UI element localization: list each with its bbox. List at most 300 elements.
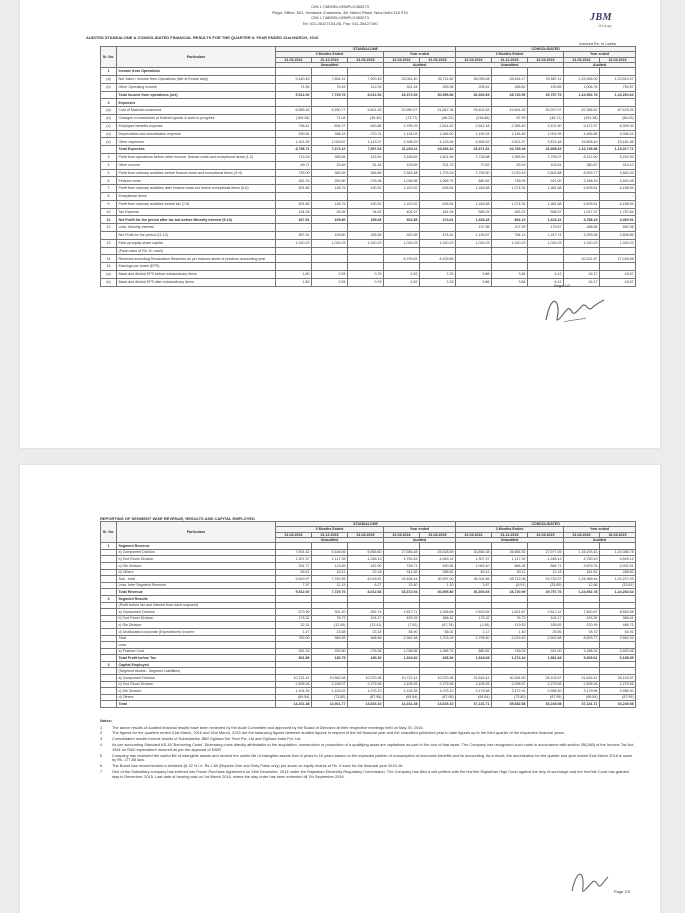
row-value [420,595,456,602]
row-value: 8,012.54 [348,589,384,596]
row-value [456,602,492,609]
row-value: 486.73 [600,622,636,629]
date-header: 31.03.2016 [564,532,600,537]
row-value [456,247,492,255]
row-value: - [348,224,384,232]
row-particulars: Sub - total [117,576,276,583]
row-particulars: (Face value of Rs. 5/- each) [117,247,276,255]
row-value: 3,179.58 [564,688,600,695]
row-value: 4,605.52 [456,138,492,146]
date-header: 31.12.2015 [312,57,348,62]
row-value: 2.33 [420,278,456,286]
row-value [312,668,348,675]
row-value: 69.41 [276,569,312,576]
row-particulars: Capital Employed [117,661,276,668]
row-particulars: Basic and diluted EPS before extraordinary items [117,270,276,278]
row-value: 5,405.61 [564,655,600,662]
row-value: 1,063.40 [456,562,492,569]
row-serial [101,635,117,642]
row-value: 1,24,260.64 [600,589,636,596]
row-value: 1,020.23 [564,239,600,247]
row-value: 1,038.56 [384,648,420,655]
note-item [100,743,635,752]
row-value: 7.97 [276,582,312,589]
row-value [276,68,312,76]
row-value [600,68,636,76]
row-value: 119.53 [492,622,528,629]
row-value: (67.78) [420,622,456,629]
date-header: 31.03.2015 [420,57,456,62]
row-value: 880.82 [456,648,492,655]
row-value: 921.00 [528,177,564,185]
row-value: 6,158.55 [600,200,636,208]
row-particulars: Total Expenses [117,146,276,154]
row-value [312,68,348,76]
row-serial: (a) [101,270,117,278]
row-value: 636.54 [420,185,456,193]
row-value [348,661,384,668]
row-value: 2,019.43 [492,169,528,177]
row-value [384,99,420,107]
row-value: 341.82 [564,569,600,576]
row-value: 921.00 [528,648,564,655]
row-value: 28,720.99 [492,91,528,99]
row-value: 3.84 [492,278,528,286]
row-value [384,602,420,609]
row-value: 319.10 [600,161,636,169]
row-value: 0.76 [348,270,384,278]
row-value [312,543,348,550]
row-value: 193.65 [384,161,420,169]
row-value: 69.71 [276,161,312,169]
row-serial [101,622,117,629]
row-particulars: a) Component Division [117,549,276,556]
row-value: 10,721.41 [384,675,420,682]
row-particulars: c) Die Division [117,688,276,695]
table-row [101,208,636,216]
row-value [564,247,600,255]
table-row [101,582,636,589]
row-value [276,99,312,107]
row-value [276,543,312,550]
audit-status-header: Audited [564,62,636,67]
row-value: 783.00 [276,635,312,642]
row-serial [101,146,117,154]
row-serial: (a) [101,75,117,83]
row-value: 466.68 [348,635,384,642]
row-value: 58.90 [384,628,420,635]
note-number: 5 [100,752,103,758]
row-value: 1,190.34 [456,130,492,138]
row-value: 252.80 [312,177,348,185]
date-header: 31.03.2016 [384,532,420,537]
row-value: 76.73 [492,615,528,622]
row-value: 1,020.23 [312,239,348,247]
date-header: 31.12.2015 [492,57,528,62]
row-value [312,263,348,271]
row-particulars: b) Tool Room Division [117,681,276,688]
row-value: 1,307.37 [456,556,492,563]
row-value: (106.45) [276,114,312,122]
row-serial [101,668,117,675]
row-value: 10,721.41 [276,675,312,682]
row-particulars: Profit from ordinary activities before tax (7-8) [117,200,276,208]
row-value: 2,728.88 [456,153,492,161]
row-value [420,263,456,271]
row-particulars: a) Component Division [117,609,276,616]
row-value [492,255,528,263]
note-text: One of the Subsidiary company has entered into Power Purchase Agreement on 16th December, 2014 under the Rajasthan Electricity Regulatory Commission. The Company has filed a writ petition with the Hon'ble Rajasthan High Court against the levy of surcharge and the Hon'ble Court has granted stay in December, 2015. Last date of hearing was on 1st March 2016, where the stay order has been extended till 7th September 2016. [112,769,629,779]
row-value: 71.55 [276,83,312,91]
date-header: 31.03.2015 [600,57,636,62]
row-particulars: Net Profit for the period after tax but before Minority Interest (9-10) [117,216,276,224]
row-value: (69.54) [456,694,492,701]
header-line: Regd. Office: 601, Hemkunt Chambers, 89, Nehru Place, New Delhi 110 019 [272,9,408,15]
date-header: 31.03.2015 [600,532,636,537]
row-value [528,99,564,107]
row-value: - [276,192,312,200]
row-value: 56.01 [420,628,456,635]
row-value: 1,821.87 [492,609,528,616]
row-serial [101,569,117,576]
date-header: 31.03.2016 [456,57,492,62]
row-value: 21,847.08 [420,107,456,115]
three-months-header: 3 Months Ended [276,527,384,532]
row-value: 109.80 [312,216,348,224]
row-value: 1,075.13 [348,688,384,695]
row-particulars: Less: [117,642,276,649]
row-particulars: d) Others [117,694,276,701]
row-value: 636.54 [420,200,456,208]
row-value: 15,181.86 [600,138,636,146]
row-value [312,247,348,255]
row-value: (58.03) [600,114,636,122]
row-value: 9,519.97 [276,576,312,583]
row-serial: 3 [101,153,117,161]
row-value: (7.52) [384,622,420,629]
table-row [101,701,636,708]
row-value: 415.50 [348,153,384,161]
row-value: 4,549.14 [420,556,456,563]
table-row [101,543,636,550]
row-value: 9,440.45 [276,75,312,83]
row-value: 78.72 [564,628,600,635]
row-value [420,68,456,76]
row-value: 643.88 [348,122,384,130]
row-value [528,247,564,255]
year-ended-header: Year ended [384,52,456,57]
row-value [528,668,564,675]
row-value: 33,249.58 [600,701,636,708]
row-value: 1,797.64 [600,208,636,216]
row-value [312,595,348,602]
row-value: (25.69) [528,582,564,589]
row-value [564,263,600,271]
row-value [420,543,456,550]
row-value [492,99,528,107]
row-value: 36,304.56 [456,576,492,583]
table-row [101,192,636,200]
row-value: 321.54 [384,83,420,91]
row-value [456,543,492,550]
row-particulars: Segment Revenue [117,543,276,550]
table-row [101,661,636,668]
row-value: 7,729.76 [312,589,348,596]
row-value: 474.61 [420,231,456,239]
note-text: Consolidated results include results of Subsidiaries JBM Ogihara Die Tech Pvt. Ltd and Ogihara India Pvt. Ltd. [112,736,302,742]
row-value: 1,981.68 [528,185,564,193]
row-value: 1,333.43 [456,216,492,224]
row-value: 2,799.07 [528,153,564,161]
row-value [528,68,564,76]
row-value: (87.95) [528,694,564,701]
row-value: 366.41 [600,615,636,622]
row-particulars: Changes in inventories of finished goods & work-in-progress [117,114,276,122]
row-value: 8,012.54 [348,91,384,99]
row-particulars: Profit from ordinary activities before finance costs and exceptional items (3+4) [117,169,276,177]
row-value: 474.61 [420,216,456,224]
row-value: 3,521.37 [492,138,528,146]
row-value [564,642,600,649]
row-value [384,661,420,668]
row-value: 8,018.81 [348,576,384,583]
row-value: 1,001.95 [528,130,564,138]
row-value: 54.91 [600,628,636,635]
row-value: 355.66 [312,153,348,161]
row-particulars: Total Revenue [117,589,276,596]
audit-status-header: Audited [384,62,456,67]
table-row [101,615,636,622]
row-value: 1,119.37 [348,138,384,146]
row-serial [101,642,117,649]
row-value: 31,616.41 [456,675,492,682]
row-value [456,68,492,76]
row-particulars: a) Component Division [117,675,276,682]
row-value [564,668,600,675]
row-value: 26,958.69 [528,146,564,154]
row-value: 112.09 [348,83,384,91]
company-header [20,4,660,26]
row-serial: 3 [101,661,117,668]
row-value: - [384,192,420,200]
row-value: 7,597.04 [348,146,384,154]
row-value: 1.47 [276,628,312,635]
row-value: (69.54) [564,694,600,701]
row-value: 1,066.75 [420,648,456,655]
row-value: 1,23,946.00 [564,75,600,83]
segment-title: REPORTING OF SEGMENT WISE REVENUE, RESULTS AND CAPITAL EMPLOYED [100,516,255,521]
row-value: 1,918.68 [456,200,492,208]
row-value: 113.89 [312,562,348,569]
row-value: 30,711.82 [420,75,456,83]
row-value: 104.17 [348,615,384,622]
row-value: 3.84 [492,270,528,278]
row-value: 87.99 [492,114,528,122]
row-value: 15,806.49 [564,138,600,146]
signature-mark [568,865,612,899]
row-serial [101,628,117,635]
note-text: As per accounting Standard AS-16 'Borrowing Costs', Borrowing costs directly attributable to the acquisition, construction or production of a qualifying asset are capitalised as part of the cost of that asset. The Company has recognised such costs in accordance with section 35(2AB) of the Income Tax Act, 1961 on R&D expenditure incurred as per the approval of DSIR. [112,742,635,752]
row-value [492,642,528,649]
row-serial: 10 [101,208,117,216]
row-particulars: Paid up equity share capital [117,239,276,247]
row-particulars: Exceptional items [117,192,276,200]
row-value: 8,593.77 [564,635,600,642]
table-row [101,231,636,239]
row-serial [101,675,117,682]
table-row [101,642,636,649]
row-serial [101,655,117,662]
consolidated-header: CONSOLIDATED [456,522,636,527]
row-value: 488.66 [564,224,600,232]
row-value: 104.17 [528,615,564,622]
row-value [312,642,348,649]
row-value [600,602,636,609]
row-value: 738.41 [276,122,312,130]
row-value: 4,398.29 [384,138,420,146]
row-value: 1,248.13 [528,556,564,563]
row-serial: (b) [101,83,117,91]
note-item [100,754,635,763]
row-particulars: Other expenses [117,138,276,146]
note-number: 7 [100,769,103,775]
row-value: 63.93 [492,161,528,169]
row-particulars: d) Unallocated corporate (Expenditure)/ Income [117,628,276,635]
row-value: 9,562.03 [600,169,636,177]
row-value: 33,372.94 [384,589,420,596]
row-value: 367.51 [276,216,312,224]
row-value: 29,732.07 [528,576,564,583]
row-value: 23.18 [348,628,384,635]
row-value: 1,24,227.03 [600,576,636,583]
row-value: 288.15 [312,130,348,138]
row-value: 2,362.48 [384,169,420,177]
row-value: 3,403.48 [600,648,636,655]
row-value: 573.90 [276,609,312,616]
row-value: 4,485.68 [564,130,600,138]
row-value: 2,514.42 [420,122,456,130]
row-value: 31,616.41 [564,675,600,682]
row-value [456,263,492,271]
row-value: 1,117.39 [312,556,348,563]
row-value [384,668,420,675]
row-serial [101,556,117,563]
row-value: 6,446.56 [312,549,348,556]
row-value: 466.68 [348,169,384,177]
row-value: 3,788.24 [564,216,600,224]
row-value: 1,323.92 [384,185,420,193]
row-value: 7,374.10 [312,146,348,154]
row-value: 3,679.76 [564,562,600,569]
row-value: (12.06) [312,622,348,629]
row-value: 5,601.45 [348,107,384,115]
row-value: (8.91) [492,582,528,589]
row-value [276,668,312,675]
row-value: 389.55 [312,635,348,642]
row-value [384,543,420,550]
row-value [384,68,420,76]
row-value: 1,23,510.07 [600,75,636,83]
particulars-header: Particulars [117,47,276,68]
row-value: 1,134.03 [384,130,420,138]
row-value [600,247,636,255]
row-value: 745.09 [492,177,528,185]
date-header: 31.12.2015 [492,532,528,537]
row-value [528,642,564,649]
row-value: 1,24,260.64 [600,91,636,99]
row-value: 880.82 [456,177,492,185]
row-value [312,661,348,668]
row-value: 2,275.56 [348,681,384,688]
row-value: 288.60 [420,569,456,576]
row-serial: 6 [101,177,117,185]
row-value: 2,541.18 [456,122,492,130]
row-value: 1,817.71 [384,609,420,616]
row-value: 20,021.67 [564,255,600,263]
row-value: 352.74 [348,609,384,616]
row-value: 283.98 [420,83,456,91]
row-value: 1.20 [420,582,456,589]
row-value: 7,654.31 [312,75,348,83]
row-value: 630.55 [420,562,456,569]
row-value: 4,750.43 [384,556,420,563]
row-value: - [600,192,636,200]
row-serial: (b) [101,278,117,286]
row-value [528,661,564,668]
row-value: 281.15 [276,648,312,655]
row-value: 1,117.39 [492,556,528,563]
note-number: 2 [100,730,103,736]
row-value: 22.18 [348,569,384,576]
table-row [101,138,636,146]
row-value: 33.89 [312,161,348,169]
row-value [600,595,636,602]
row-value: 1,020.23 [276,239,312,247]
row-value: 7,740.95 [312,576,348,583]
row-value: 1,24,952.78 [564,589,600,596]
row-value: 134.34 [276,208,312,216]
row-particulars: d) Others [117,569,276,576]
date-header: 31.03.2015 [348,57,384,62]
row-value: 5,290.77 [312,107,348,115]
row-serial [101,615,117,622]
row-value: 28,712.08 [492,576,528,583]
row-value: - [420,192,456,200]
table-row [101,224,636,232]
row-value: 28,720.99 [492,589,528,596]
row-value [492,602,528,609]
row-value: 155.83 [528,622,564,629]
row-value: 4,750.43 [564,556,600,563]
row-value: (87.95) [600,694,636,701]
row-value: (291.38) [564,114,600,122]
row-particulars: Basic and diluted EPS after extraordinary items [117,278,276,286]
row-value: 4,549.14 [600,556,636,563]
row-value: 27,585.48 [384,549,420,556]
row-value: 76.73 [312,615,348,622]
row-serial: 15 [101,263,117,271]
row-value: 36,095.08 [456,75,492,83]
row-value [564,595,600,602]
table-row [101,681,636,688]
row-value: 9,472.57 [564,122,600,130]
row-value: (73.80) [312,694,348,701]
row-value: 29,757.76 [528,91,564,99]
date-header: 31.03.2015 [420,532,456,537]
note-number: 1 [100,724,103,730]
row-value: 1.30 [492,628,528,635]
row-value: 1,918.68 [456,655,492,662]
